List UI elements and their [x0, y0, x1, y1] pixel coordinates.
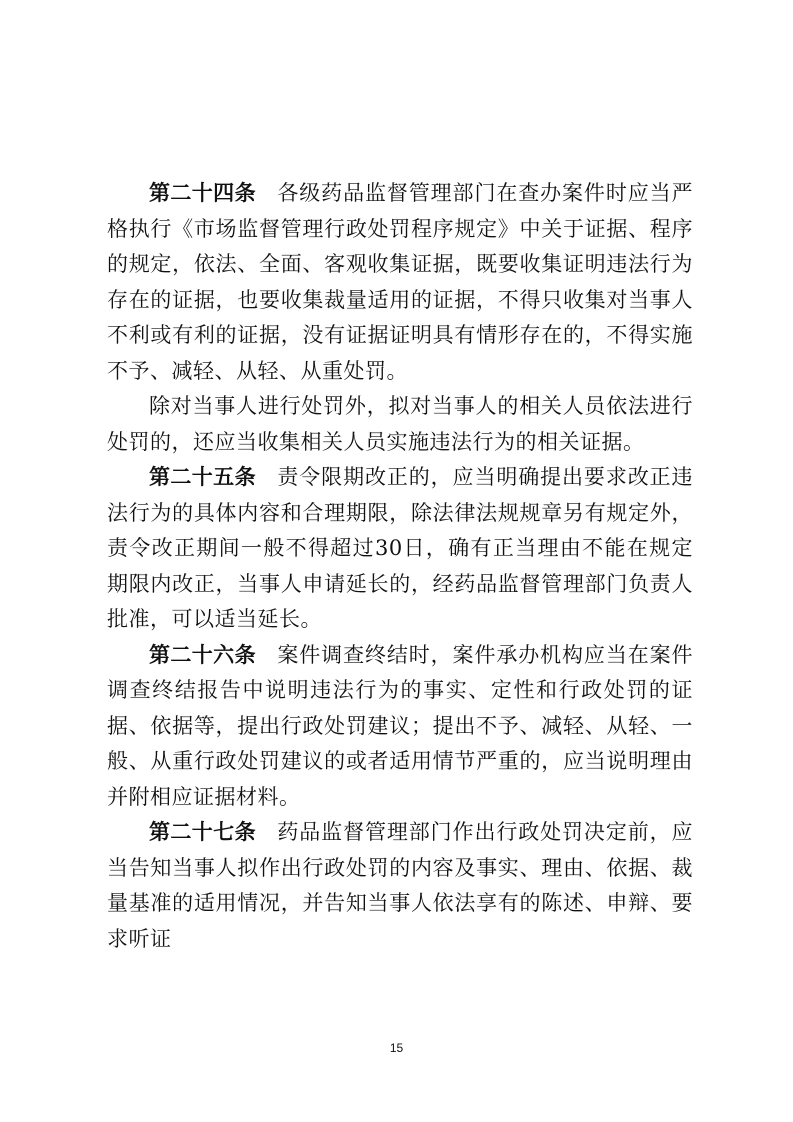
article-27-heading: 第二十七条	[149, 820, 256, 844]
article-26-heading: 第二十六条	[149, 642, 256, 667]
article-26-paragraph	[107, 638, 693, 816]
article-27-text: 药品监督管理部门作出行政处罚决定前，应当告知当事人拟作出行政处罚的内容及事实、理由、依据、裁量基准的适用情况，并告知当事人依法享有的陈述、申辩、要求听证	[107, 820, 694, 951]
article-24-paragraph	[107, 176, 693, 389]
article-26-text: 案件调查终结时，案件承办机构应当在案件调查终结报告中说明违法行为的事实、定性和行政处罚的证据、依据等，提出行政处罚建议；提出不予、减轻、从轻、一般、从重行政处罚建议的或者适用情节严重的，应当说明理由并附相应证据材料。	[107, 642, 694, 809]
article-24-continuation-text: 除对当事人进行处罚外，拟对当事人的相关人员依法进行处罚的，还应当收集相关人员实施违法行为的相关证据。	[107, 394, 693, 454]
article-25-heading: 第二十五条	[149, 465, 256, 489]
article-27-paragraph	[107, 815, 693, 957]
article-24-continuation-paragraph	[107, 389, 693, 460]
document-body	[107, 176, 693, 957]
article-24-heading: 第二十四条	[149, 181, 256, 205]
article-24-text: 各级药品监督管理部门在查办案件时应当严格执行《市场监督管理行政处罚程序规定》中关于证据、程序的规定，依法、全面、客观收集证据，既要收集证明违法行为存在的证据，也要收集裁量适用的证据，不得只收集对当事人不利或有利的证据，没有证据证明具有情形存在的，不得实施不予、减轻、从轻、从重处罚。	[107, 181, 694, 383]
article-25-paragraph	[107, 460, 693, 638]
article-25-text: 责令限期改正的，应当明确提出要求改正违法行为的具体内容和合理期限，除法律法规规章另有规定外，责令改正期间一般不得超过30日，确有正当理由不能在规定期限内改正，当事人申请延长的，经药品监督管理部门负责人批准，可以适当延长。	[107, 465, 694, 631]
page-number: 15	[389, 1041, 404, 1055]
